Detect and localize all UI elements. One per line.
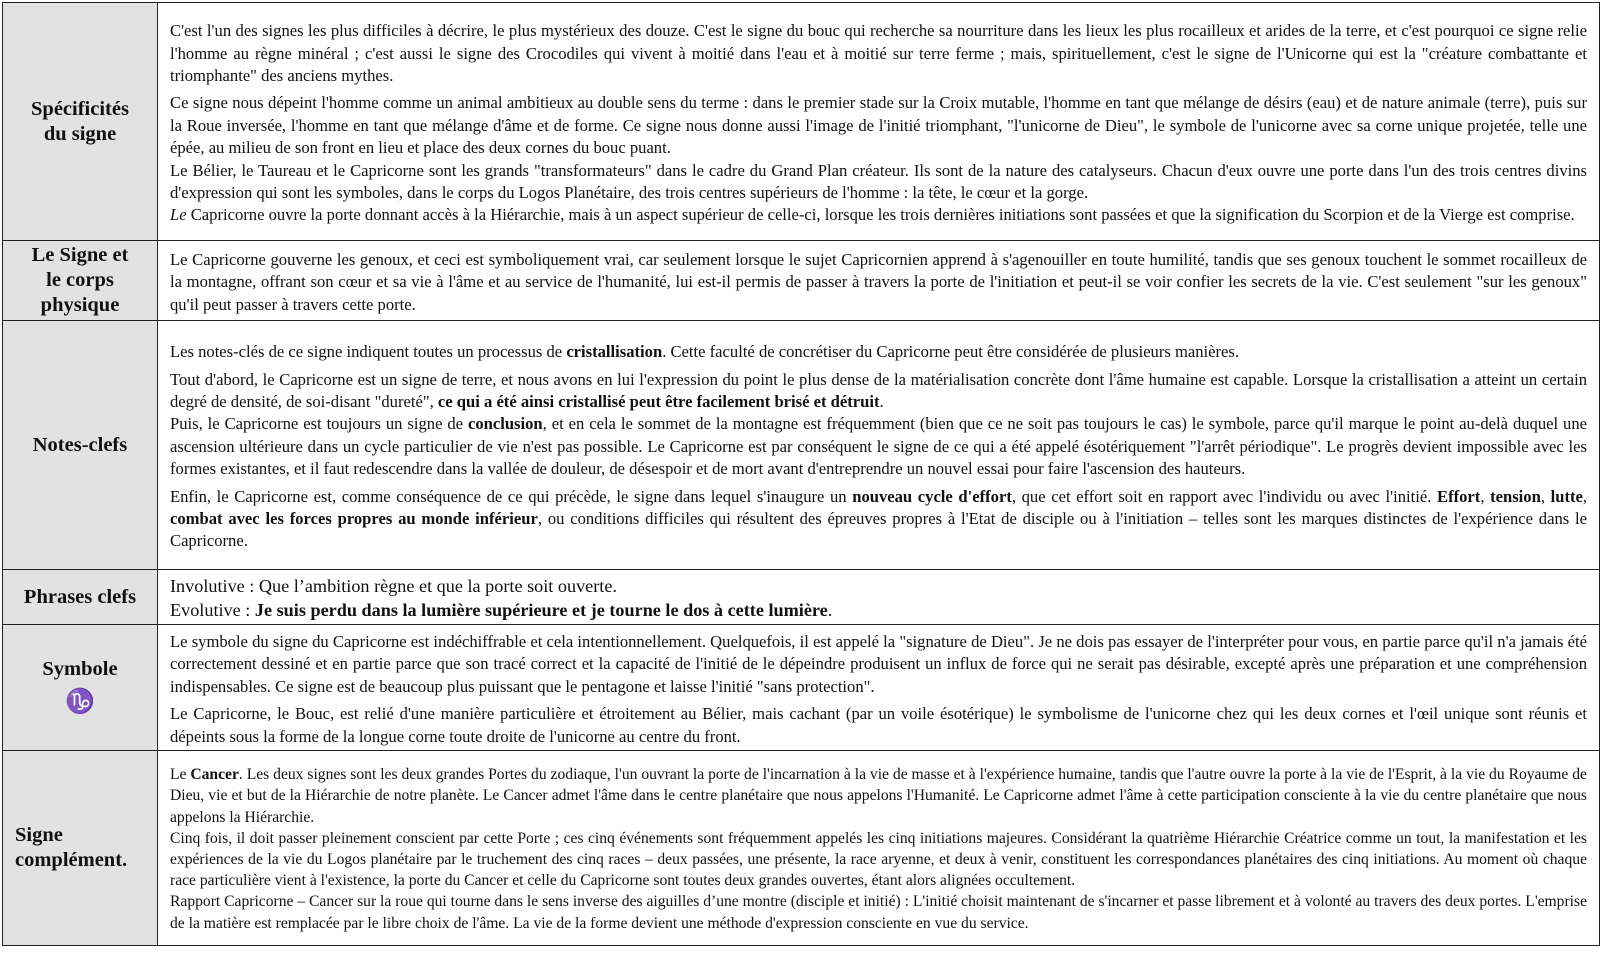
paragraph (170, 413, 1587, 480)
row-label: Spécificités (31, 97, 129, 120)
bold-text: nouveau cycle d'effort (852, 486, 1012, 506)
text: . Les deux signes sont les deux grandes Portes du zodiaque, l'un ouvrant la porte de l'incarnation à la vie de masse et à l'expérience humaine, tandis que l'autre ouvre la porte à la vie de l'Esprit, à la vie du Royaume de Dieu, vie et but de la Hiérarchie de notre planète. Le Cancer admet l'âme dans le centre planétaire que nous appelons l'Humanité. Le Capricorne admet l'âme à cette participation consciente à la vie du centre planétaire que nous appelons la Hiérarchie. (170, 766, 1587, 826)
row-content (158, 570, 1600, 625)
paragraph (170, 598, 1587, 622)
paragraph: Le Bélier, le Taureau et le Capricorne sont les grands "transformateurs" dans le cadre du Grand Plan créateur. Ils sont de la nature des catalyseurs. Chacun d'eux ouvre une porte dans l'un des trois centres divins d'expression qui sont les symboles, dans le corps du Logos Planétaire, des trois centres supérieurs de l'homme : la tête, le cœur et la gorge. (170, 160, 1587, 203)
row-corps-physique (3, 241, 1600, 321)
row-label: le corps (46, 269, 114, 291)
bold-text: Je suis perdu dans la lumière supérieure et je tourne le dos à cette lumière (254, 600, 828, 620)
text: Le (170, 766, 191, 784)
row-phrases-clefs (3, 570, 1600, 625)
paragraph: Rapport Capricorne – Cancer sur la roue qui tourne dans le sens inverse des aiguilles d’une montre (disciple et initié) : L'initié choisit maintenant de s'incarner et passe librement et à volonté au travers des deux portes. L'emprise de la matière est remplacée par le libre choix de l'âme. La vie de la forme devient une méthode d'expression consciente en vue du service. (170, 893, 1587, 932)
paragraph: Le Capricorne, le Bouc, est relié d'une manière particulière et étroitement au Bélier, mais cachant (par un voile ésotérique) le symbolisme de l'unicorne chez qui les deux cornes et l'œil unique sont réunis et dépeints sous la forme de la longue corne toute droite de l'unicorne au centre du front. (170, 704, 1587, 746)
paragraph (170, 341, 1587, 363)
paragraph: Le Capricorne gouverne les genoux, et ceci est symboliquement vrai, car seulement lorsque le sujet Capricornien apprend à s'agenouiller en toute humilité, tandis que ses genoux touchent le sommet rocailleux de la montagne, offrant son cœur et sa vie à l'âme et au service de l'humanité, lui est-il permis de passer à travers la porte de l'initiation et peut-il se voir confier les secrets de la vie. C'est seulement "sur les genoux" qu'il peut passer à travers cette porte. (170, 249, 1587, 314)
text: , (1582, 486, 1588, 506)
text: Enfin, le Capricorne est, comme conséquence de ce qui précède, le signe dans lequel s'inaugure un (170, 486, 853, 506)
paragraph: Cinq fois, il doit passer pleinement conscient par cette Porte ; ces cinq événements sont fréquemment appelés les cinq initiations majeures. Considérant la quatrième Hiérarchie Créatrice comme un tout, la manifestation et les expériences de la vie du Logos planétaire par le truchement des cinq races – deux passées, une présente, la race aryenne, et deux à venir, constituent les correspondances planétaires des cinq initiations. Au moment où chaque race particulière vient à l'existence, la porte du Cancer et celle du Capricorne sont toutes deux grandes ouvertes, étant alors alignées occultement. (170, 829, 1587, 890)
row-notes-clefs (3, 321, 1600, 570)
row-header (3, 751, 158, 946)
row-content (158, 751, 1600, 946)
paragraph: C'est l'un des signes les plus difficiles à décrire, le plus mystérieux des douze. C'est le signe du bouc qui recherche sa nourriture dans les lieux les plus rocailleux et arides de la terre, et c'est pourquoi ce signe relie l'homme au règne minéral ; c'est aussi le signe des Crocodiles qui vivent à moitié dans l'eau et à moitié sur terre ferme ; mais, spirituellement, c'est le signe de l'Unicorne qui est la "créature combattante et triomphante" des anciens mythes. (170, 21, 1587, 85)
italic-text: Le (170, 205, 187, 225)
text: , que cet effort soit en rapport avec l'individu ou avec l'initié. (1011, 486, 1438, 506)
row-content (158, 3, 1600, 241)
row-content (158, 625, 1600, 751)
row-label: complément. (15, 849, 128, 872)
row-label: Notes-clefs (32, 433, 128, 456)
row-label: Signe (15, 824, 63, 847)
text: , (1540, 486, 1551, 506)
text: Capricorne ouvre la porte donnant accès à la Hiérarchie, mais à un aspect supérieur de celle-ci, lorsque les trois dernières initiations sont passées et que la signification du Scorpion et de la Vierge est comprise. (186, 205, 1575, 225)
text: , et en cela le sommet de la montagne est fréquemment (bien que ce ne soit pas toujours le cas) le symbole, parce qu'il marque le point au-delà duquel une ascension ultérieure dans un cycle particulier de vie n'est pas possible. Le Capricorne est par conséquent le signe de ce qui a été appelé ésotériquement "l'arrêt périodique". Le progrès devient impossible avec les formes existantes, et il faut redescendre dans la vallée de douleur, de désespoir et de mort avant d'entreprendre un nouvel essai pour faire l'ascension des hauteurs. (170, 414, 1587, 479)
row-symbole (3, 625, 1600, 751)
paragraph (170, 486, 1587, 553)
text: . (827, 600, 833, 620)
row-signe-complement (3, 751, 1600, 946)
row-label: Phrases clefs (23, 585, 137, 608)
bold-text: ce qui a été ainsi cristallisé peut être facilement brisé et détruit (437, 391, 880, 411)
row-header (3, 241, 158, 321)
row-label: Symbole (42, 658, 118, 681)
row-content (158, 241, 1600, 321)
bold-text: cristallisation (566, 342, 663, 362)
row-header (3, 570, 158, 625)
bold-text: Cancer (190, 766, 239, 784)
text: Evolutive : (170, 600, 255, 620)
bold-text: lutte (1550, 486, 1583, 506)
row-content (158, 321, 1600, 570)
capricorne-table (2, 2, 1600, 946)
row-label: du signe (43, 122, 117, 145)
text: Les notes-clés de ce signe indiquent toutes un processus de (170, 342, 567, 362)
text: Tout d'abord, le Capricorne est un signe de terre, et nous avons en lui l'expression du point le plus dense de la matérialisation concrète dont l'âme humaine est capable. Lorsque la cristallisation a atteint un certain degré de densité, de soi-disant "dureté", (170, 369, 1587, 411)
paragraph: Le symbole du signe du Capricorne est indéchiffrable et cela intentionnellement. Quelquefois, il est appelé la "signature de Dieu". Je ne dois pas essayer de l'interpréter pour vous, en partie parce qu'il n'a jamais été correctement dessiné et en partie parce que son tracé correct et la capacité de l'initié de le dépeindre produisent un influx de force qui ne serait pas désirable, excepté après une préparation et une compréhension indispensables. Ce signe est de beaucoup plus puissant que le pentagone et laisse l'initié "sans protection". (170, 632, 1587, 696)
paragraph: Ce signe nous dépeint l'homme comme un animal ambitieux au double sens du terme : dans le premier stade sur la Croix mutable, l'homme en tant que mélange de désirs (eau) et de nature animale (terre), puis sur la Roue inversée, l'homme en tant que mélange d'âme et de forme. Ce signe nous donne aussi l'image de l'initié triomphant, "l'unicorne de Dieu", le symbole de l'unicorne avec sa corne unique projetée, telle une épée, au milieu de son front en lieu et place des deux cornes du bouc puant. (170, 93, 1587, 158)
paragraph (170, 369, 1587, 414)
row-header (3, 625, 158, 751)
paragraph (170, 204, 1587, 226)
row-label: physique (40, 294, 120, 316)
capricorn-icon: ♑ (65, 689, 95, 716)
text: . (879, 391, 884, 411)
bold-text: conclusion (467, 414, 543, 434)
bold-text: Effort (1437, 486, 1481, 506)
text: , ou conditions difficiles qui résultent des épreuves propres à l'Etat de disciple ou à l'initiation – telles sont les marques distinctes de l'expérience dans le Capricorne. (170, 509, 1588, 551)
text: , (1480, 486, 1491, 506)
row-header (3, 321, 158, 570)
text: . Cette faculté de concrétiser du Capricorne peut être considérée de plusieurs manières. (662, 342, 1240, 362)
row-specificites (3, 3, 1600, 241)
row-header (3, 3, 158, 241)
paragraph (170, 764, 1587, 828)
bold-text: combat avec les forces propres au monde inférieur (170, 509, 538, 529)
paragraph: Involutive : Que l’ambition règne et que la porte soit ouverte. (170, 576, 617, 596)
row-label: Le Signe et (31, 244, 129, 266)
text: Puis, le Capricorne est toujours un signe de (170, 414, 468, 434)
bold-text: tension (1490, 486, 1541, 506)
